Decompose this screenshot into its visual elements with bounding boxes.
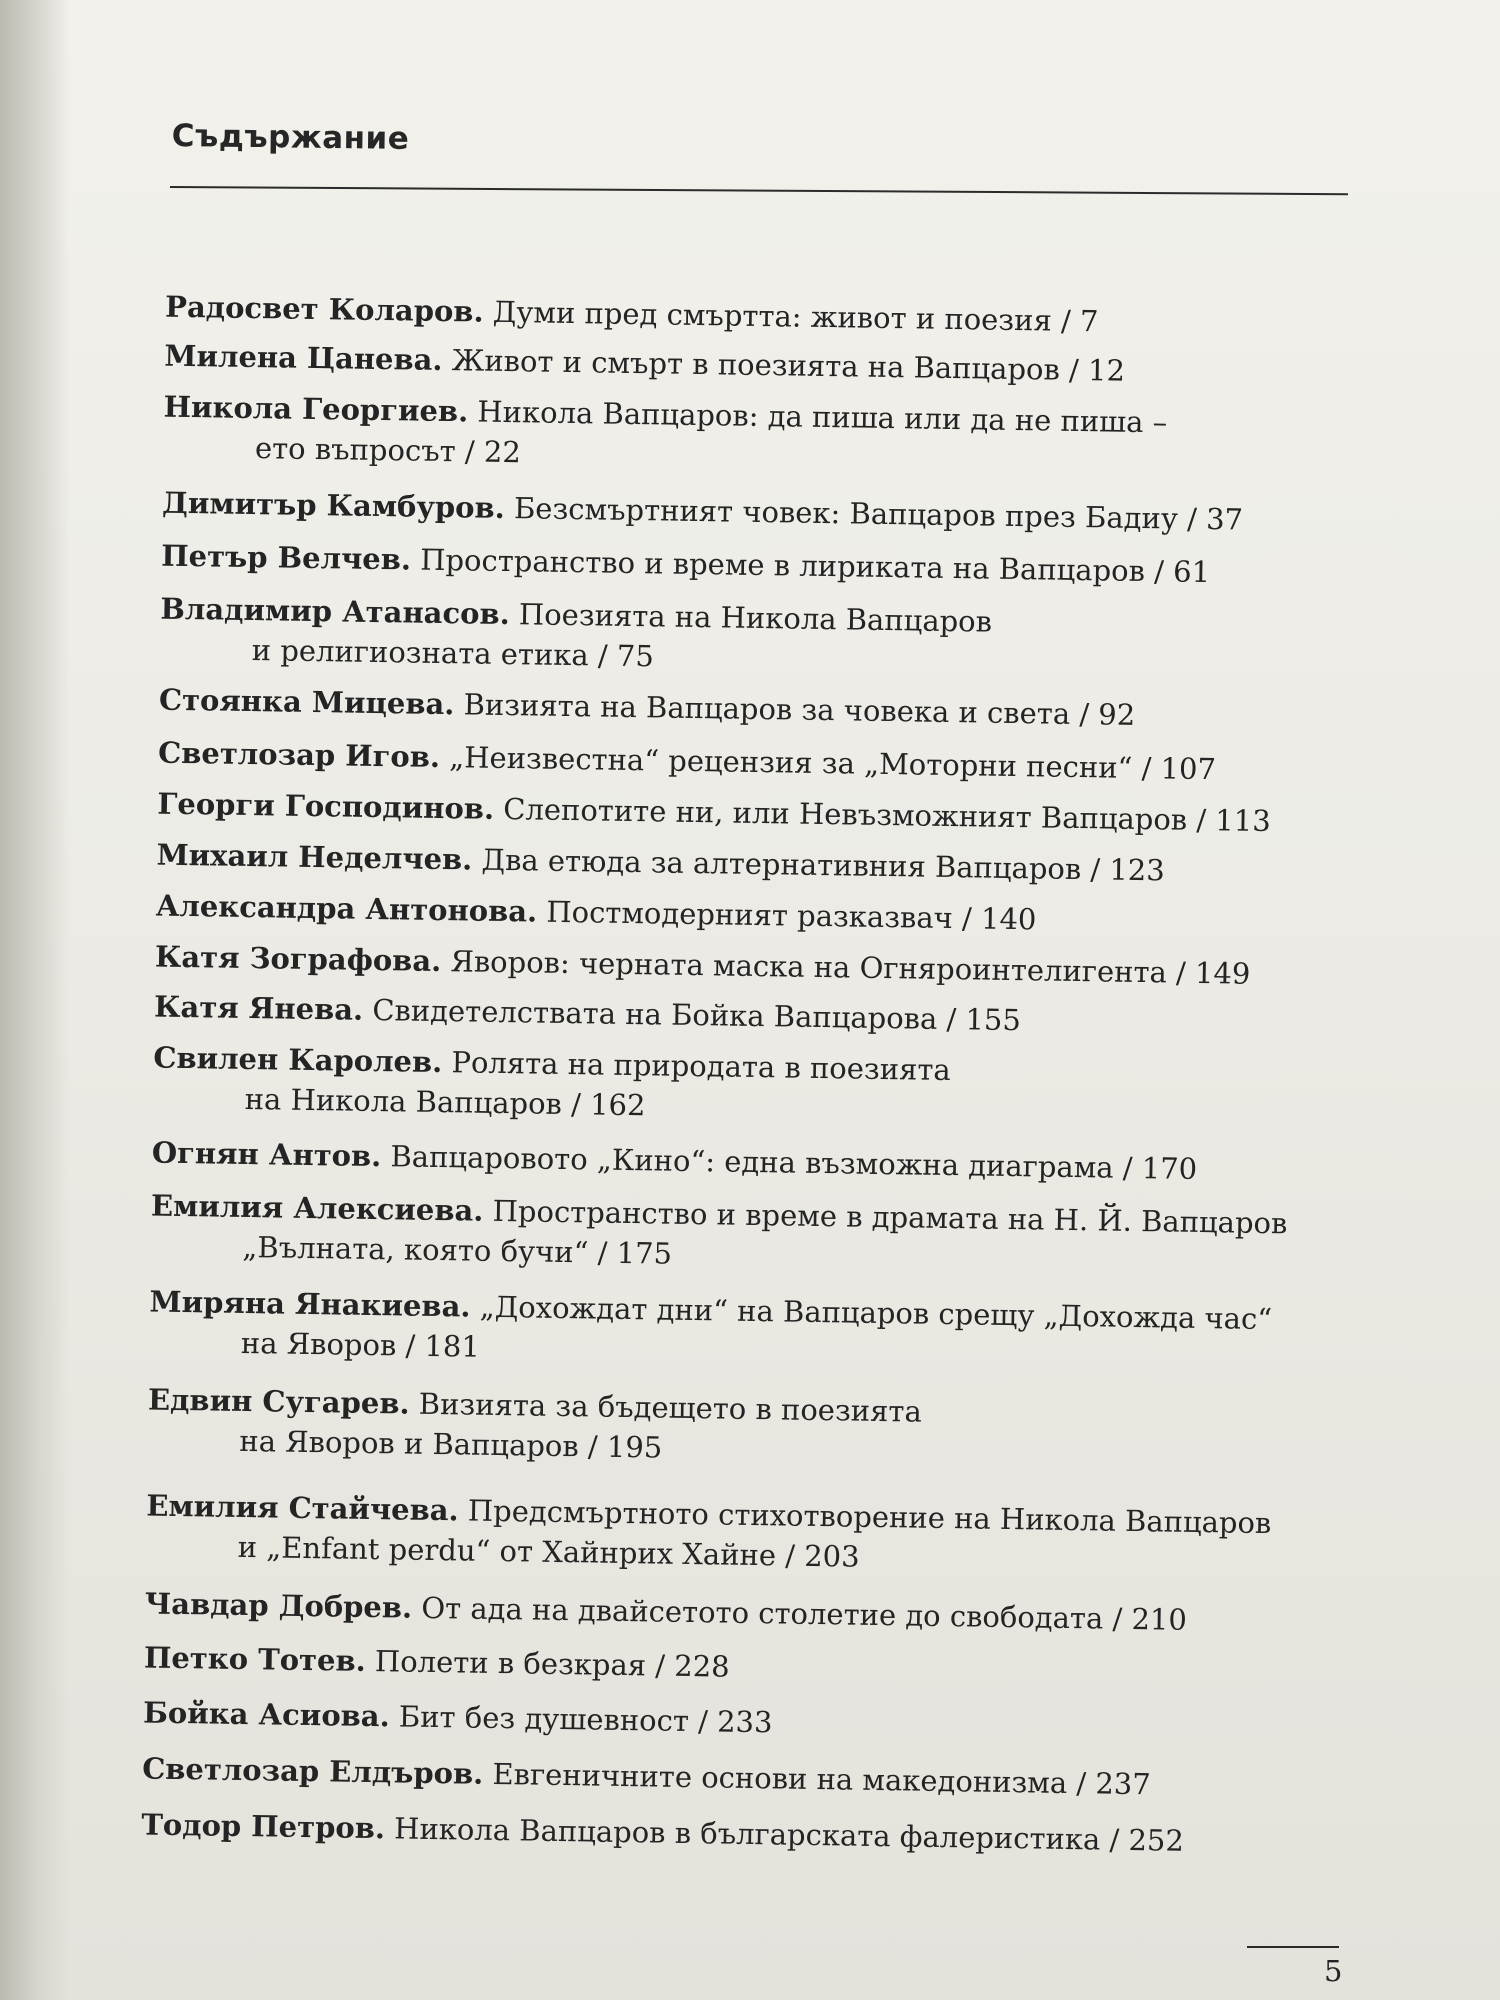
- toc-author: Милена Цанева.: [164, 338, 443, 377]
- toc-author: Свилен Каролев.: [153, 1040, 443, 1080]
- toc-author: Светлозар Игов.: [157, 735, 441, 775]
- toc-author: Чавдар Добрев.: [144, 1586, 413, 1625]
- toc-title: Вапцаровото „Кино“: една възможна диаграма / 170: [390, 1139, 1198, 1186]
- toc-author: Тодор Петров.: [141, 1807, 386, 1846]
- toc-title: „Дохождат дни“ на Вапцаров срещу „Дохожда час“: [479, 1289, 1273, 1337]
- footer-rule: [1247, 1946, 1339, 1948]
- toc-entry: [162, 483, 1312, 541]
- toc-title: Безсмъртният човек: Вапцаров през Бадиу / 37: [513, 491, 1244, 537]
- toc-title: Евгеничните основи на македонизма / 237: [492, 1756, 1152, 1802]
- toc-author: Михаил Неделчев.: [156, 837, 473, 877]
- toc-title: Никола Вапцаров: да пиша или да не пиша –: [477, 394, 1168, 440]
- toc-entry: [154, 987, 1304, 1045]
- toc-entry: [158, 733, 1308, 791]
- toc-author: Петко Тотев.: [143, 1640, 367, 1678]
- toc-title: Никола Вапцаров в българската фалеристика / 252: [393, 1811, 1185, 1858]
- toc-entry: [159, 680, 1309, 738]
- toc-author: Владимир Атанасов.: [160, 591, 510, 632]
- toc-entry: [143, 1692, 1293, 1750]
- toc-title-continuation: на Никола Вапцаров / 162: [244, 1081, 646, 1123]
- toc-entry: [145, 1485, 1296, 1583]
- toc-author: Димитър Камбуров.: [161, 485, 506, 525]
- toc-entry: [152, 1038, 1303, 1136]
- toc-author: Радосвет Коларов.: [164, 289, 484, 329]
- toc-author: Стоянка Мицева.: [158, 682, 455, 722]
- toc-entry: [164, 336, 1314, 394]
- toc-title: Два етюда за алтернативния Вапцаров / 123: [481, 842, 1166, 888]
- toc-entry: [165, 287, 1315, 345]
- toc-entry: [142, 1748, 1292, 1806]
- toc-entry: [145, 1583, 1295, 1641]
- toc-entry: [144, 1637, 1294, 1695]
- toc-title-continuation: ето въпросът / 22: [254, 431, 522, 470]
- toc-title: Ролята на природата в поезията: [451, 1045, 951, 1088]
- toc-author: Светлозар Елдъров.: [141, 1751, 484, 1791]
- toc-author: Миряна Янакиева.: [149, 1284, 471, 1324]
- page-title: Съдържание: [171, 118, 410, 157]
- toc-entry: [141, 1804, 1291, 1862]
- toc-entry: [161, 536, 1311, 594]
- toc-title: Пространство и време в лириката на Вапцаров / 61: [419, 542, 1211, 590]
- toc-entry: [155, 886, 1305, 944]
- toc-title: Яворов: черната маска на Огняроинтелигента / 149: [450, 944, 1251, 991]
- toc-title: Свидетелствата на Бойка Вапцарова / 155: [372, 992, 1022, 1038]
- toc-author: Георги Господинов.: [157, 786, 495, 826]
- toc-entry: [156, 835, 1306, 893]
- toc-entry: [150, 1186, 1301, 1284]
- toc-title-continuation: и религиозната етика / 75: [251, 633, 655, 674]
- toc-author: Никола Георгиев.: [163, 389, 469, 429]
- toc-author: Петър Велчев.: [161, 538, 412, 577]
- toc-title: Слепотите ни, или Невъзможният Вапцаров / 113: [503, 792, 1271, 839]
- toc-title: Поезията на Никола Вапцаров: [518, 597, 993, 639]
- toc-author: Емилия Стайчева.: [146, 1488, 459, 1528]
- toc-title: „Неизвестна“ рецензия за „Моторни песни“ / 107: [448, 740, 1217, 787]
- toc-title: Пространство и време в драмата на Н. Й. Вапцаров: [492, 1193, 1288, 1241]
- toc-author: Катя Янева.: [153, 989, 364, 1027]
- toc-author: Едвин Сугарев.: [147, 1382, 410, 1421]
- toc-author: Александра Антонова.: [155, 888, 538, 929]
- toc-entry: [157, 784, 1307, 842]
- toc-title: Визията на Вапцаров за човека и света / 92: [463, 687, 1136, 732]
- toc-title-continuation: и „Enfant perdu“ от Хайнрих Хайне / 203: [237, 1529, 860, 1574]
- toc-title: Бит без душевност / 233: [398, 1699, 773, 1740]
- toc-entry: [163, 387, 1314, 485]
- toc-author: Катя Зографова.: [154, 939, 442, 979]
- toc-author: Бойка Асиова.: [142, 1695, 390, 1734]
- toc-title: Визията за бъдещето в поезията: [418, 1386, 923, 1429]
- toc-title-continuation: на Яворов / 181: [240, 1325, 481, 1364]
- toc-entry: [155, 937, 1305, 995]
- toc-title: Думи пред смъртта: живот и поезия / 7: [492, 294, 1099, 339]
- toc-author: Емилия Алексиева.: [150, 1188, 484, 1228]
- toc-entry: [152, 1133, 1302, 1191]
- toc-title-continuation: на Яворов и Вапцаров / 195: [239, 1423, 663, 1465]
- toc-entry: [160, 589, 1311, 687]
- toc-title: От ада на двайсетото столетие до свободата / 210: [421, 1590, 1188, 1637]
- toc-author: Огнян Антов.: [151, 1135, 382, 1174]
- toc-title: Постмодерният разказвач / 140: [546, 894, 1037, 937]
- toc-title: Предсмъртното стихотворение на Никола Вапцаров: [467, 1493, 1272, 1541]
- toc-entry: [149, 1282, 1300, 1380]
- toc-title: Живот и смърт в поезията на Вапцаров / 12: [451, 343, 1126, 388]
- page-number: 5: [1324, 1954, 1343, 1988]
- toc-title-continuation: „Вълната, която бучи“ / 175: [242, 1229, 673, 1271]
- toc-title: Полети в безкрая / 228: [374, 1644, 730, 1684]
- toc-entry: [147, 1380, 1298, 1478]
